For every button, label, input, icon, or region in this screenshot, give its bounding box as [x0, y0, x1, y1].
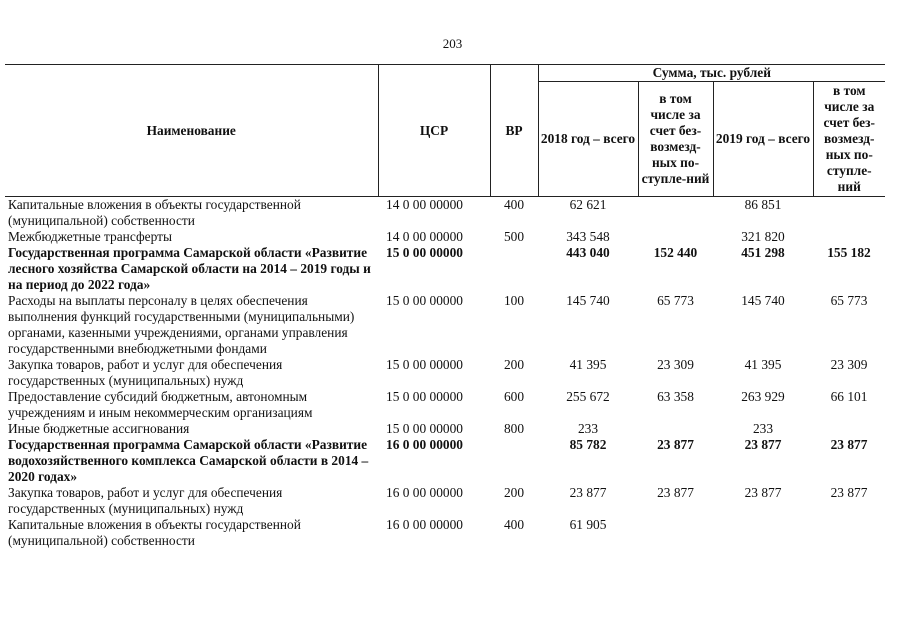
table-row [5, 293, 885, 357]
table-row [5, 517, 885, 549]
row-name: Межбюджетные трансферты [8, 229, 172, 244]
row-name: Расходы на выплаты персоналу в целях обеспечения выполнения функций государственными (муниципальными) органами, казенными учреждениями, органами управления государственными внебюджетными фондами [8, 293, 355, 356]
row-2019-total: 23 877 [744, 437, 782, 452]
row-2018-free [638, 229, 713, 245]
row-2019-free [813, 197, 885, 230]
row-vr: 500 [503, 229, 525, 244]
row-2019-free [813, 517, 885, 549]
table-row [5, 197, 885, 230]
row-csr: 16 0 00 00000 [386, 485, 463, 500]
row-2019-total: 321 820 [741, 229, 785, 244]
row-vr: 200 [503, 485, 525, 500]
row-2019-free: 23 877 [830, 485, 868, 500]
row-2019-free: 155 182 [827, 245, 871, 260]
table-row-program [5, 245, 885, 293]
row-2019-free: 66 101 [830, 389, 868, 404]
row-name: Капитальные вложения в объекты государственной (муниципальной) собственности [8, 517, 301, 548]
budget-table [5, 64, 885, 549]
header-2018-free: в том числе за счет без-возмезд-ных по-ступле-ний [638, 82, 713, 197]
header-2018-total: 2018 год – всего [538, 82, 638, 197]
header-csr: ЦСР [378, 65, 490, 197]
row-2019-free: 23 877 [830, 437, 868, 452]
row-2019-total [713, 517, 813, 549]
row-vr: 200 [503, 357, 525, 372]
row-2018-total: 145 740 [566, 293, 610, 308]
row-2018-total: 233 [577, 421, 599, 436]
table-row [5, 421, 885, 437]
row-vr [490, 437, 538, 485]
row-2019-total: 451 298 [741, 245, 785, 260]
row-2018-total: 41 395 [569, 357, 607, 372]
row-name: Иные бюджетные ассигнования [8, 421, 190, 436]
row-2018-total: 255 672 [566, 389, 610, 404]
row-2019-total: 263 929 [741, 389, 785, 404]
row-csr: 15 0 00 00000 [386, 357, 463, 372]
header-2019-total: 2019 год – всего [713, 82, 813, 197]
table-row [5, 389, 885, 421]
row-2019-total: 23 877 [744, 485, 782, 500]
row-name: Закупка товаров, работ и услуг для обеспечения государственных (муниципальных) нужд [8, 485, 283, 516]
row-vr: 600 [503, 389, 525, 404]
header-vr: ВР [490, 65, 538, 197]
table-row [5, 357, 885, 389]
row-2019-total: 145 740 [741, 293, 785, 308]
row-2018-free: 23 877 [657, 485, 694, 500]
row-2019-total: 41 395 [744, 357, 782, 372]
page-number: 203 [442, 36, 463, 51]
row-2018-total: 23 877 [569, 485, 607, 500]
table-header [5, 65, 885, 197]
row-csr: 16 0 00 00000 [386, 437, 463, 452]
row-2019-free: 65 773 [830, 293, 868, 308]
header-name: Наименование [5, 65, 378, 197]
row-2018-free: 65 773 [657, 293, 694, 308]
row-csr: 15 0 00 00000 [386, 389, 463, 404]
table-body [5, 197, 885, 550]
row-name: Государственная программа Самарской области «Развитие лесного хозяйства Самарской области на 2014 – 2019 годы и на период до 2022 года» [8, 245, 371, 292]
row-vr [490, 245, 538, 293]
row-name: Предоставление субсидий бюджетным, автономным учреждениям и иным некоммерческим организациям [8, 389, 313, 420]
row-2018-total: 343 548 [566, 229, 610, 244]
row-csr: 14 0 00 00000 [386, 197, 463, 212]
row-2019-total: 86 851 [744, 197, 782, 212]
row-2018-free: 23 877 [657, 437, 694, 452]
header-2019-free: в том числе за счет без-возмезд-ных по-ступле-ний [813, 82, 885, 197]
row-2018-free [638, 517, 713, 549]
row-vr: 800 [503, 421, 525, 436]
table-row [5, 485, 885, 517]
row-csr: 15 0 00 00000 [386, 293, 463, 308]
table-row [5, 229, 885, 245]
row-2018-free [638, 421, 713, 437]
row-vr: 400 [503, 517, 525, 532]
row-2018-free: 63 358 [657, 389, 694, 404]
row-2018-free [638, 197, 713, 230]
row-csr: 16 0 00 00000 [386, 517, 463, 532]
table-row-program [5, 437, 885, 485]
row-2019-free [813, 229, 885, 245]
row-2019-free: 23 309 [830, 357, 868, 372]
row-name: Государственная программа Самарской области «Развитие водохозяйственного комплекса Самарской области в 2014 – 2020 годах» [8, 437, 369, 484]
header-sum: Сумма, тыс. рублей [538, 65, 885, 82]
row-csr: 14 0 00 00000 [386, 229, 463, 244]
row-2018-free: 23 309 [657, 357, 694, 372]
row-2018-free: 152 440 [653, 245, 698, 260]
row-2018-total: 62 621 [569, 197, 607, 212]
row-vr: 400 [503, 197, 525, 212]
row-2018-total: 85 782 [569, 437, 607, 452]
row-csr: 15 0 00 00000 [386, 421, 463, 436]
row-2019-free [813, 421, 885, 437]
row-name: Капитальные вложения в объекты государственной (муниципальной) собственности [8, 197, 301, 228]
row-2019-total: 233 [752, 421, 774, 436]
row-2018-total: 61 905 [569, 517, 607, 532]
row-csr: 15 0 00 00000 [386, 245, 463, 260]
row-name: Закупка товаров, работ и услуг для обеспечения государственных (муниципальных) нужд [8, 357, 283, 388]
row-vr: 100 [503, 293, 525, 308]
row-2018-total: 443 040 [566, 245, 610, 260]
